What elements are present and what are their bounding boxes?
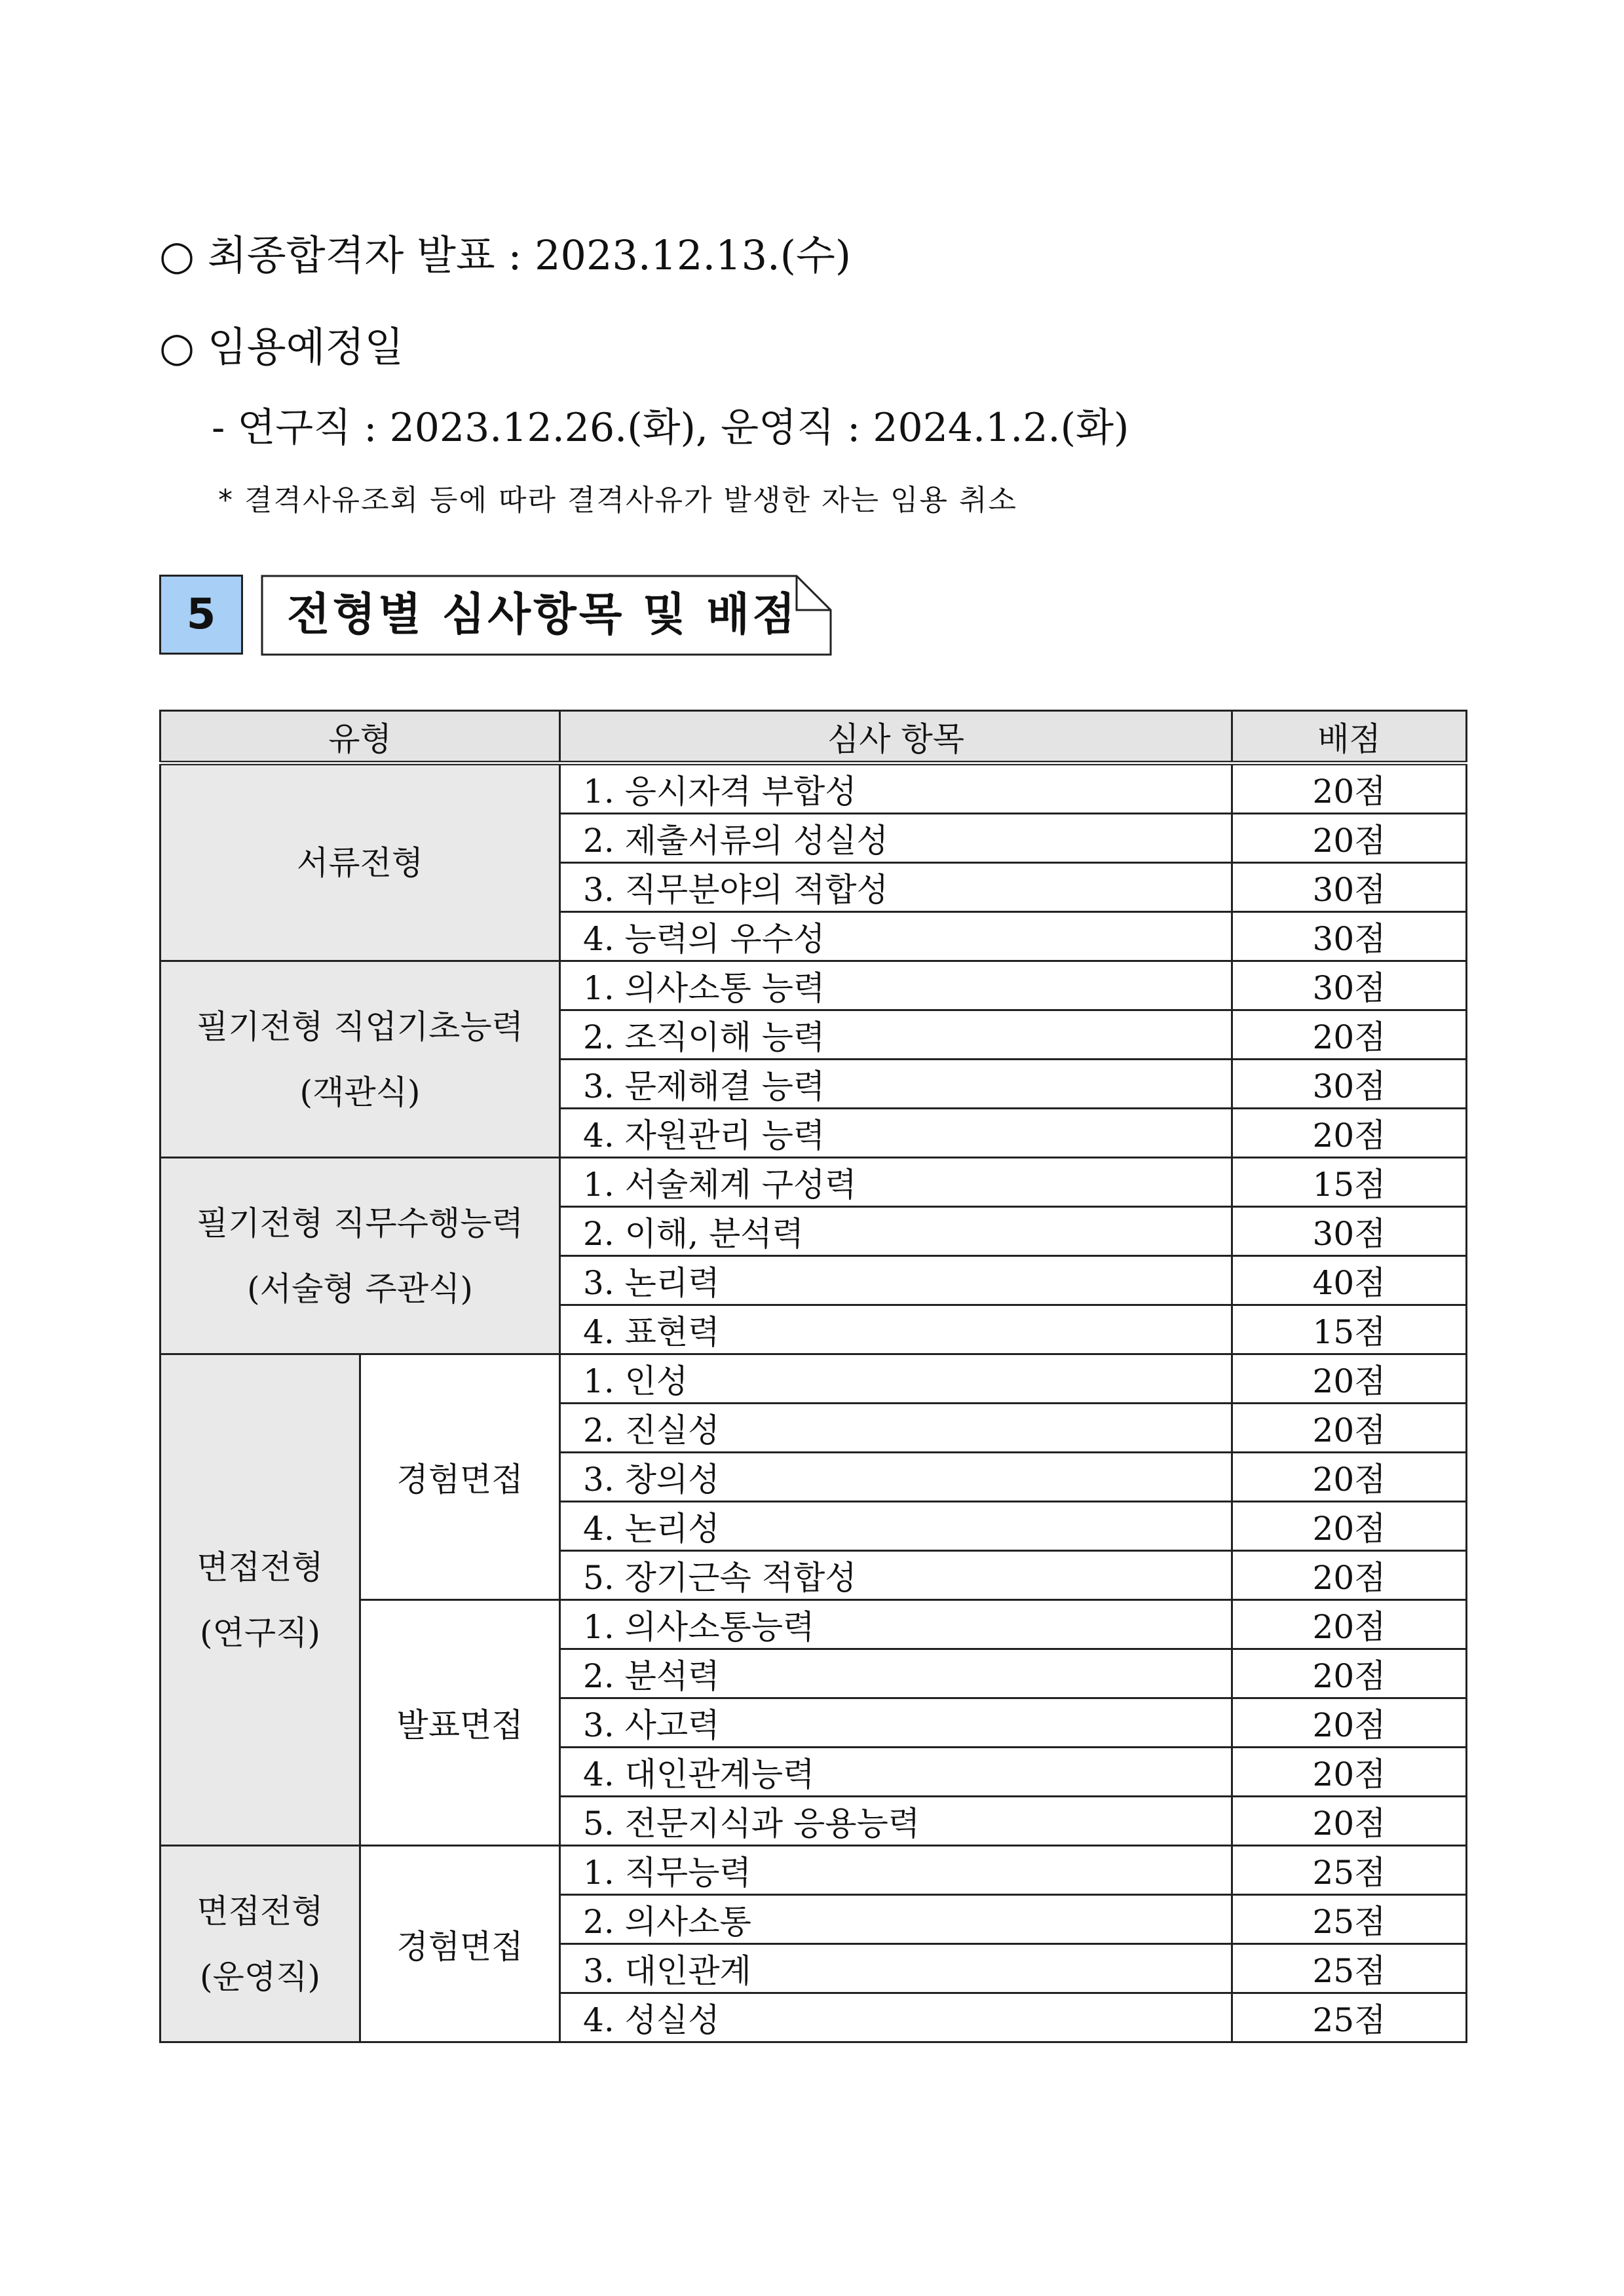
item-cell: 2. 제출서류의 성실성 [560, 814, 1232, 863]
evaluation-score-table [159, 710, 1467, 2043]
subcategory-presentation-interview: 발표면접 [360, 1600, 560, 1846]
item-cell: 4. 대인관계능력 [560, 1748, 1232, 1797]
score-cell: 20점 [1232, 1404, 1467, 1453]
category-line: 필기전형 직무수행능력 [197, 1204, 523, 1242]
item-cell: 1. 서술체계 구성력 [560, 1158, 1232, 1207]
item-cell: 3. 대인관계 [560, 1944, 1232, 1993]
item-cell: 1. 응시자격 부합성 [560, 763, 1232, 814]
appointment-date-detail: - 연구직 : 2023.12.26.(화), 운영직 : 2024.1.2.(화) [212, 405, 1129, 451]
final-announcement-line: ○ 최종합격자 발표 : 2023.12.13.(수) [159, 231, 852, 279]
item-cell: 2. 이해, 분석력 [560, 1207, 1232, 1256]
table-row [161, 1354, 1467, 1404]
appointment-date-heading: ○ 임용예정일 [159, 323, 404, 371]
subcategory-experience-interview: 경험면접 [360, 1846, 560, 2042]
item-cell: 3. 사고력 [560, 1698, 1232, 1748]
table-row [161, 763, 1467, 814]
category-document-screening: 서류전형 [161, 763, 560, 961]
item-cell: 4. 성실성 [560, 1993, 1232, 2042]
score-cell: 20점 [1232, 1748, 1467, 1797]
category-interview-research [161, 1354, 360, 1846]
score-cell: 20점 [1232, 1010, 1467, 1060]
score-cell: 25점 [1232, 1993, 1467, 2042]
score-cell: 40점 [1232, 1256, 1467, 1305]
score-cell: 20점 [1232, 1797, 1467, 1846]
table-row [161, 961, 1467, 1010]
score-cell: 25점 [1232, 1895, 1467, 1944]
item-cell: 3. 창의성 [560, 1453, 1232, 1502]
score-cell: 20점 [1232, 1600, 1467, 1649]
disqualification-note: * 결격사유조회 등에 따라 결격사유가 발생한 자는 임용 취소 [218, 484, 1017, 517]
category-line: (연구직) [200, 1613, 320, 1652]
score-cell: 20점 [1232, 1502, 1467, 1551]
item-cell: 3. 논리력 [560, 1256, 1232, 1305]
item-cell: 1. 의사소통능력 [560, 1600, 1232, 1649]
item-cell: 2. 조직이해 능력 [560, 1010, 1232, 1060]
category-written-job [161, 1158, 560, 1354]
score-cell: 15점 [1232, 1305, 1467, 1354]
table-row [161, 1158, 1467, 1207]
item-cell: 1. 인성 [560, 1354, 1232, 1404]
score-cell: 30점 [1232, 961, 1467, 1010]
item-cell: 4. 논리성 [560, 1502, 1232, 1551]
table-row [161, 1846, 1467, 1895]
item-cell: 1. 의사소통 능력 [560, 961, 1232, 1010]
score-cell: 30점 [1232, 1207, 1467, 1256]
item-cell: 4. 자원관리 능력 [560, 1109, 1232, 1158]
header-items: 심사 항목 [560, 711, 1232, 763]
item-cell: 3. 직무분야의 적합성 [560, 863, 1232, 912]
header-type: 유형 [161, 711, 560, 763]
item-cell: 5. 전문지식과 응용능력 [560, 1797, 1232, 1846]
score-cell: 25점 [1232, 1944, 1467, 1993]
score-cell: 20점 [1232, 763, 1467, 814]
score-cell: 20점 [1232, 1551, 1467, 1600]
category-line: 면접전형 [197, 1892, 324, 1930]
category-line: 면접전형 [197, 1548, 324, 1586]
score-cell: 20점 [1232, 814, 1467, 863]
section-title-box [261, 575, 832, 656]
category-written-basic [161, 961, 560, 1158]
section-number-badge: 5 [159, 575, 243, 655]
table-header-row [161, 711, 1467, 763]
score-cell: 30점 [1232, 1060, 1467, 1109]
category-line: (운영직) [200, 1957, 320, 1996]
item-cell: 3. 문제해결 능력 [560, 1060, 1232, 1109]
score-cell: 20점 [1232, 1109, 1467, 1158]
item-cell: 4. 표현력 [560, 1305, 1232, 1354]
score-cell: 25점 [1232, 1846, 1467, 1895]
category-line: (서술형 주관식) [247, 1269, 473, 1308]
category-line: (객관식) [299, 1073, 421, 1111]
section-title: 전형별 심사항목 및 배점 [287, 589, 798, 641]
subcategory-experience-interview: 경험면접 [360, 1354, 560, 1600]
item-cell: 5. 장기근속 적합성 [560, 1551, 1232, 1600]
score-cell: 20점 [1232, 1453, 1467, 1502]
score-cell: 30점 [1232, 863, 1467, 912]
item-cell: 4. 능력의 우수성 [560, 912, 1232, 961]
item-cell: 2. 진실성 [560, 1404, 1232, 1453]
score-cell: 30점 [1232, 912, 1467, 961]
score-cell: 20점 [1232, 1649, 1467, 1698]
header-score: 배점 [1232, 711, 1467, 763]
score-cell: 20점 [1232, 1354, 1467, 1404]
category-line: 필기전형 직업기초능력 [197, 1007, 523, 1046]
category-interview-operations [161, 1846, 360, 2042]
score-cell: 15점 [1232, 1158, 1467, 1207]
item-cell: 2. 분석력 [560, 1649, 1232, 1698]
item-cell: 1. 직무능력 [560, 1846, 1232, 1895]
score-cell: 20점 [1232, 1698, 1467, 1748]
item-cell: 2. 의사소통 [560, 1895, 1232, 1944]
